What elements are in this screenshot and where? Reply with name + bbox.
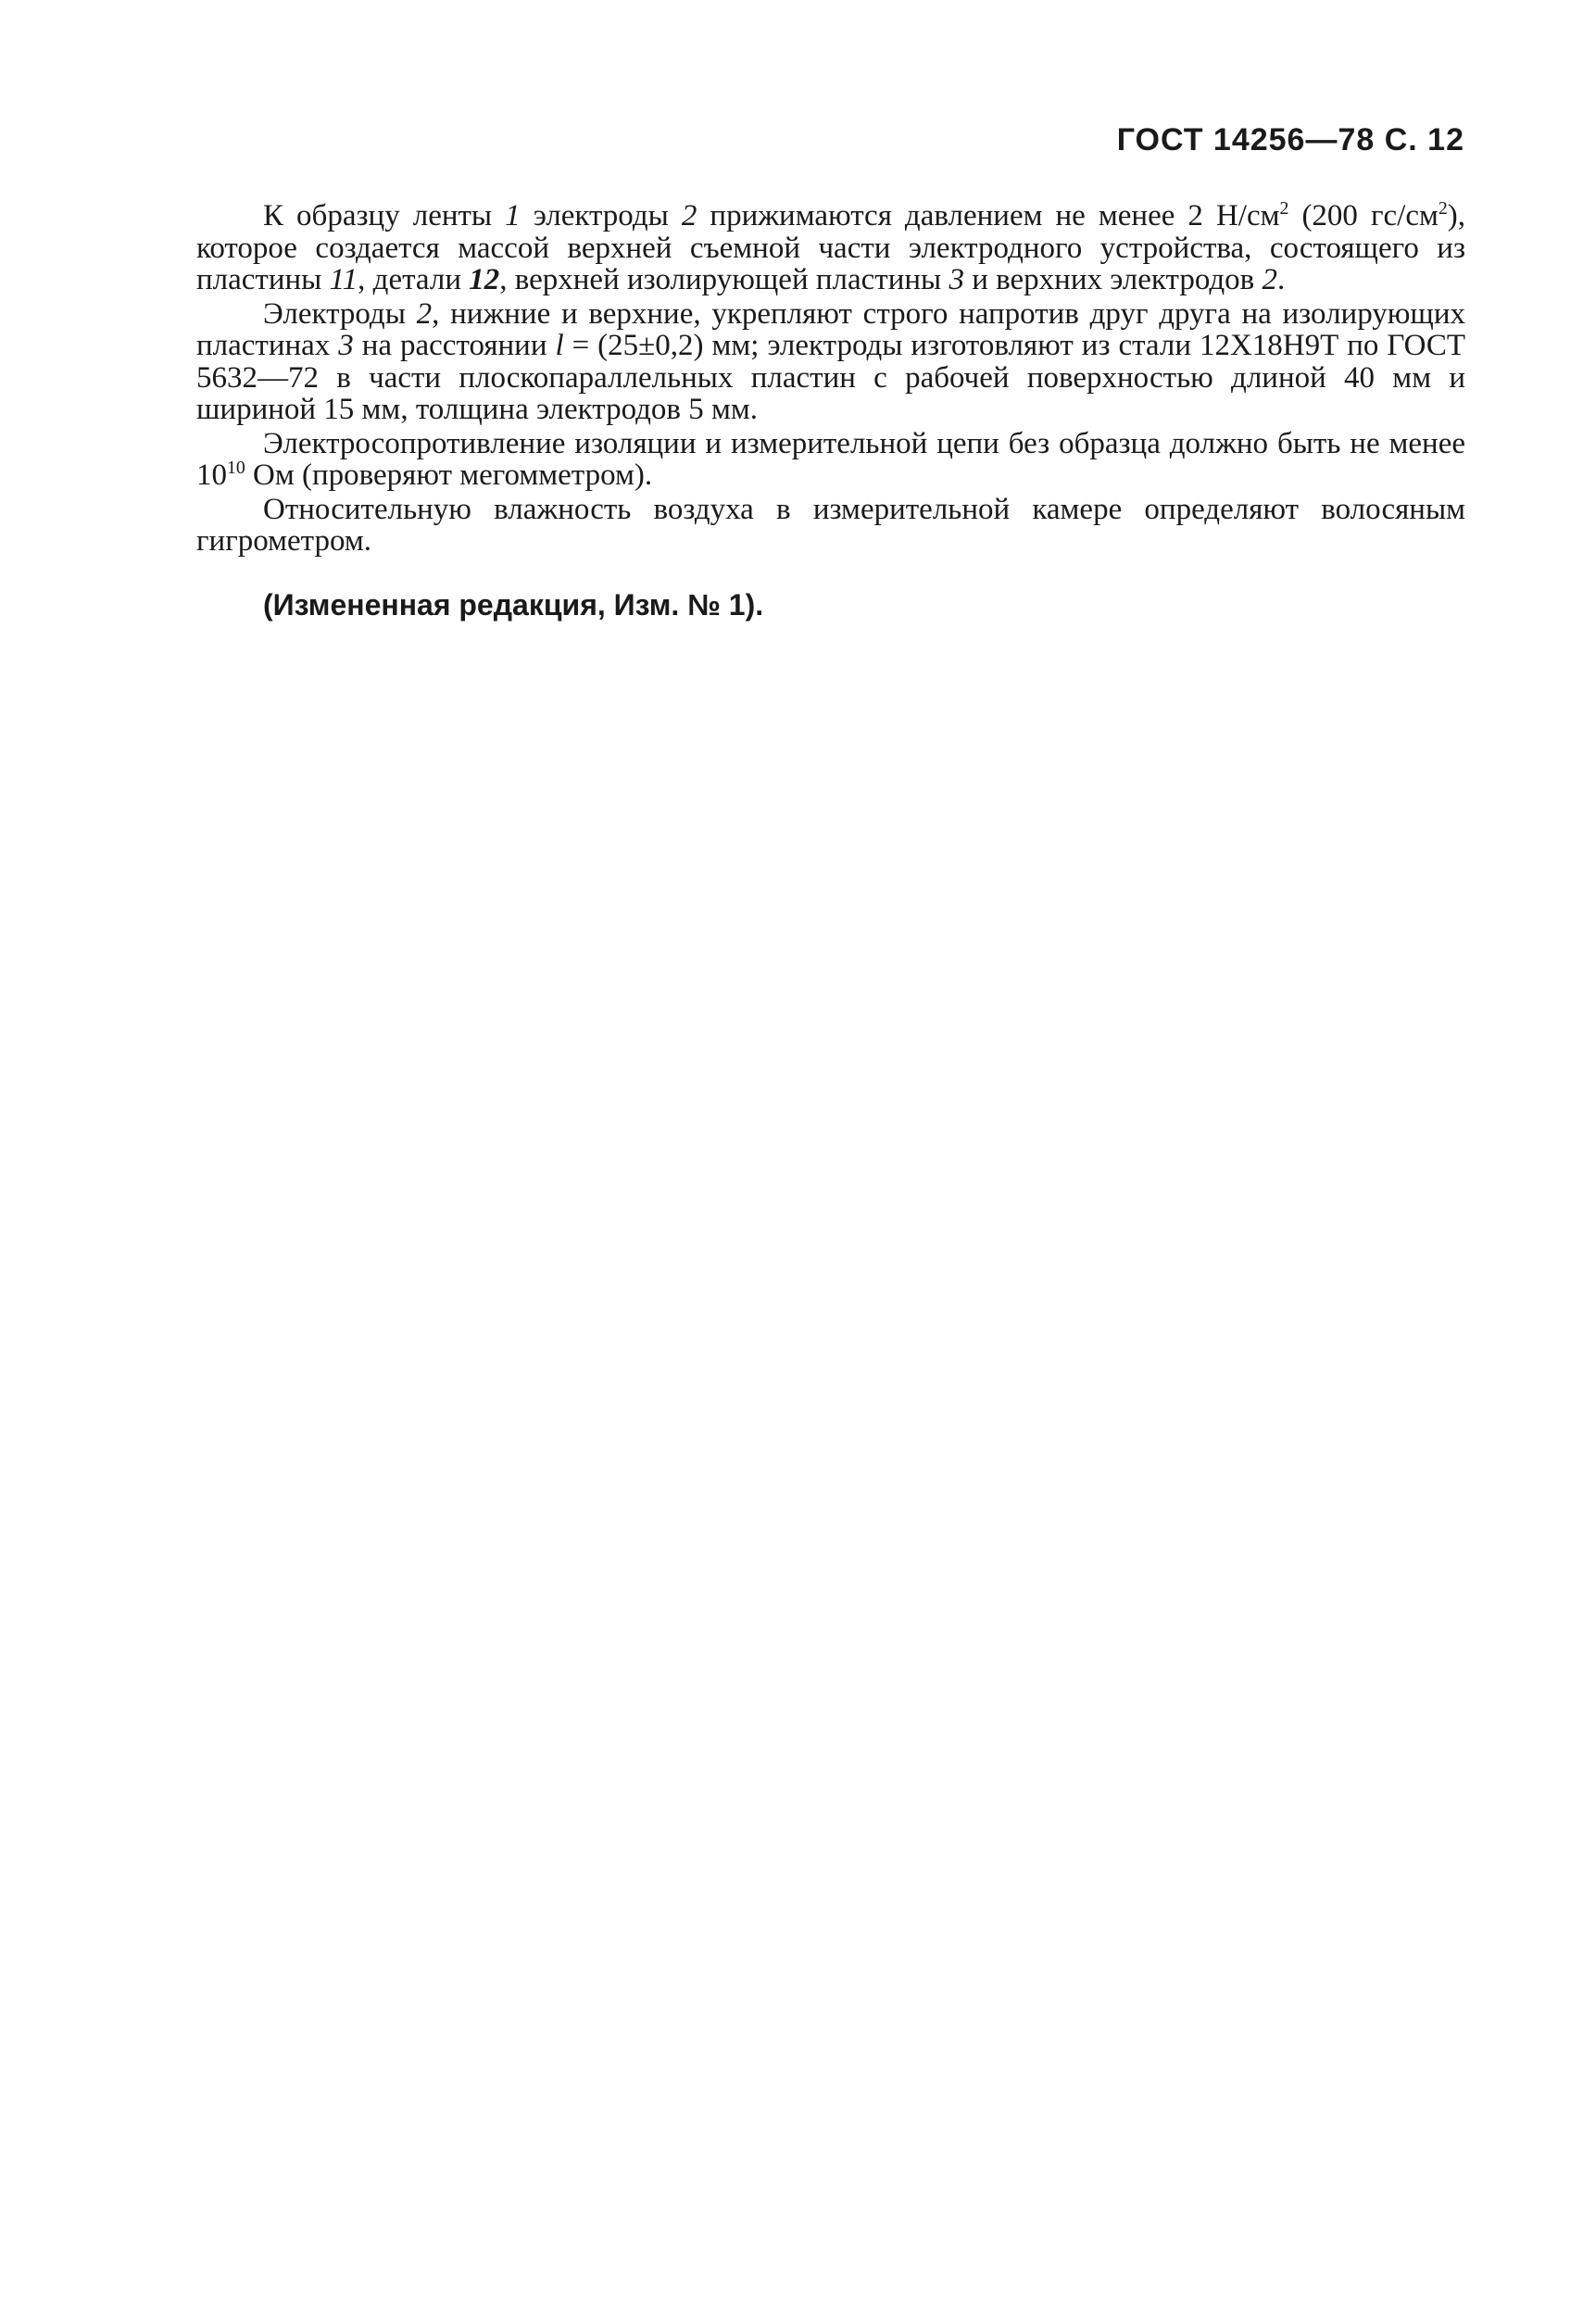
text-run: ), которое создается массой верхней съемной части электродного устройства, состоящего из пластины — [196, 199, 1465, 296]
body-text — [196, 200, 1465, 621]
text-run: Электросопротивление изоляции и измерительной цепи без образца должно быть не менее 10 — [196, 426, 1465, 492]
text-run: и верхних электродов — [963, 263, 1263, 296]
text-run: Ом (проверяют мегомметром). — [245, 459, 653, 492]
text-run: К образцу ленты — [263, 199, 506, 232]
ref-number: 12 — [469, 263, 500, 296]
text-run: , верхней изолирующей пластины — [499, 263, 949, 296]
superscript: 2 — [1438, 198, 1448, 219]
paragraph-electrode-pressure — [196, 200, 1465, 296]
ref-number: 3 — [338, 329, 354, 362]
superscript: 2 — [1279, 198, 1289, 219]
text-run: , детали — [358, 263, 470, 296]
text-run: Относительную влажность воздуха в измерительной камере определяют волосяным гигрометром. — [196, 492, 1465, 558]
ref-number: 2 — [1262, 263, 1278, 296]
variable: l — [555, 329, 564, 362]
superscript: 10 — [227, 458, 245, 478]
paragraph-electrode-mounting — [196, 298, 1465, 426]
text-run: Электроды — [263, 296, 417, 331]
text-run: на расстоянии — [353, 329, 556, 362]
paragraph-humidity — [196, 494, 1465, 558]
ref-number: 2 — [416, 296, 433, 331]
text-run: электроды — [520, 199, 682, 232]
text-run: (200 гс/см — [1288, 199, 1439, 232]
text-run: прижимаются давлением не менее 2 Н/см — [697, 199, 1280, 232]
amendment-note: (Измененная редакция, Изм. № 1). — [263, 587, 764, 622]
running-header: ГОСТ 14256—78 С. 12 — [1116, 122, 1464, 157]
ref-number: 2 — [681, 199, 697, 232]
ref-number: 3 — [949, 263, 964, 296]
text-run: = (25±0,2) мм; электроды изготовляют из стали 12Х18Н9Т по ГОСТ 5632—72 в части плоскопараллельных пластин с рабочей поверхностью длиной 40 мм и шириной 15 мм, толщина электродов 5 мм. — [196, 329, 1466, 426]
text-run: . — [1277, 263, 1286, 296]
ref-number: 1 — [505, 199, 521, 232]
text-run: , нижние и верхние, укрепляют строго напротив друг друга на изолирующих пластинах — [196, 296, 1465, 362]
paragraph-insulation-resistance — [196, 428, 1465, 492]
ref-number: 11 — [329, 263, 358, 296]
